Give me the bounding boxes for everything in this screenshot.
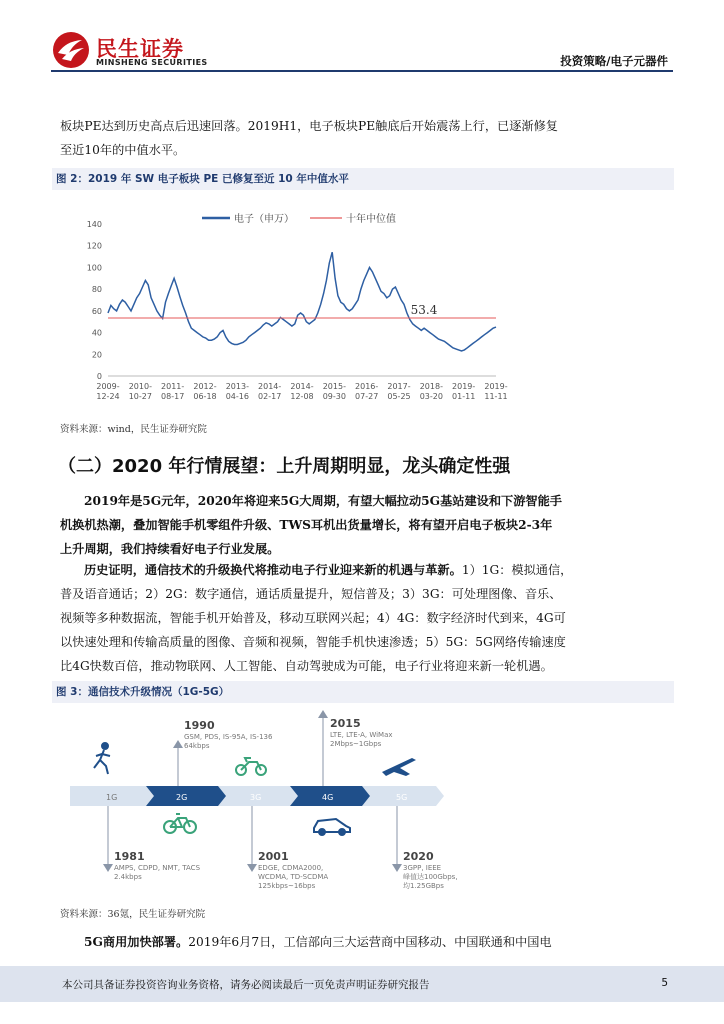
brand-logo — [52, 31, 212, 71]
legend-label-median: 十年中位值 — [346, 214, 396, 225]
y-tick-label: 0 — [96, 372, 102, 381]
header-rule — [51, 70, 673, 72]
deployment-paragraph — [60, 930, 666, 954]
x-tick-label: 05-25 — [387, 392, 411, 401]
gen-label-4g: 4G — [322, 793, 334, 802]
history-line-4: 以快速处理和传输高质量的图像、音频和视频，智能手机快速渗透；5）5G：5G网络传输速度 — [60, 635, 566, 649]
x-tick-label: 2018- — [419, 382, 443, 391]
milestone-speed-2015: 2Mbps~1Gbps — [330, 740, 382, 748]
x-tick-label: 2016- — [355, 382, 379, 391]
outlook-line-3: 上升周期，我们持续看好电子行业发展。 — [60, 542, 280, 556]
deployment-line-1 — [60, 930, 666, 954]
y-tick-label: 40 — [91, 328, 102, 338]
milestone-speed-2020-a: 峰值达100Gbps, — [403, 873, 458, 881]
bicycle-icon — [164, 814, 196, 833]
history-line-1 — [60, 558, 666, 582]
history-line-1-rest: 1）1G：模拟通信， — [461, 563, 573, 577]
gen-label-3g: 3G — [250, 793, 262, 802]
walking-person-icon — [94, 743, 110, 774]
outlook-paragraph — [60, 489, 666, 561]
pe-chart — [52, 200, 674, 415]
car-icon — [314, 819, 350, 835]
milestone-tech-2020: 3GPP, IEEE — [403, 864, 442, 872]
x-tick-label: 10-27 — [128, 392, 152, 401]
brand-name-cn: 民生证券 — [96, 37, 184, 61]
figure-3-title: 图 3：通信技术升级情况（1G-5G） — [52, 681, 674, 703]
x-tick-label: 09-30 — [322, 392, 346, 401]
intro-line-2: 至近10年的中值水平。 — [60, 143, 186, 157]
x-tick-label: 11-11 — [484, 392, 508, 401]
x-tick-label: 2019- — [484, 382, 508, 391]
outlook-line-2: 机换机热潮，叠加智能手机零组件升级、TWS耳机出货量增长，将有望开启电子板块2-3年 — [60, 518, 553, 532]
x-tick-label: 12-24 — [96, 392, 120, 401]
milestone-tech-2015: LTE, LTE-A, WiMax — [330, 731, 393, 739]
figure-2-source: 资料来源：wind，民生证券研究院 — [60, 424, 207, 435]
x-tick-label: 07-27 — [355, 392, 379, 401]
arrow-up-2015-icon — [318, 710, 328, 718]
legend-label-pe: 电子（申万） — [234, 214, 294, 225]
gen-label-2g: 2G — [176, 793, 188, 802]
milestone-tech-1990: GSM, PDS, IS-95A, IS-136 — [184, 733, 273, 741]
milestone-speed-2001: 125kbps~16bps — [258, 882, 316, 890]
x-tick-label: 03-20 — [419, 392, 443, 401]
minsheng-logo-icon — [52, 31, 90, 69]
history-line-3: 视频等多种数据流，智能手机开始普及，移动互联网兴起；4）4G：数字经济时代到来，4G可 — [60, 611, 566, 625]
x-axis — [96, 382, 507, 401]
pe-line-chart — [52, 200, 674, 415]
intro-paragraph — [60, 114, 666, 162]
airplane-icon — [382, 758, 416, 776]
deployment-rest: 2019年6月7日，工信部向三大运营商中国移动、中国联通和中国电 — [188, 935, 552, 949]
figure-2-title: 图 2：2019 年 SW 电子板块 PE 已修复至近 10 年中值水平 — [52, 168, 674, 190]
y-tick-label: 120 — [86, 241, 102, 251]
x-tick-label: 2010- — [128, 382, 152, 391]
figure-3-source: 资料来源：36氪，民生证券研究院 — [60, 909, 206, 920]
milestone-year-2001: 2001 — [258, 850, 289, 863]
x-tick-label: 2017- — [387, 382, 411, 391]
motorcycle-icon — [236, 758, 266, 775]
history-line-5: 比4G快数百倍，推动物联网、人工智能、自动驾驶成为可能，电子行业将迎来新一轮机遇。 — [60, 659, 553, 673]
milestone-year-2020: 2020 — [403, 850, 434, 863]
x-tick-label: 2009- — [96, 382, 120, 391]
x-tick-label: 04-16 — [225, 392, 249, 401]
x-tick-label: 12-08 — [290, 392, 314, 401]
x-tick-label: 02-17 — [258, 392, 282, 401]
page-number: 5 — [661, 977, 668, 989]
chart-legend — [202, 212, 396, 225]
milestone-speed-2020-b: 均1.25GBps — [403, 882, 444, 890]
report-category: 投资策略/电子元器件 — [560, 54, 668, 68]
gen-label-1g: 1G — [106, 793, 118, 802]
milestone-speed-1990: 64kbps — [184, 742, 210, 750]
generation-band — [70, 786, 444, 806]
x-tick-label: 2014- — [258, 382, 282, 391]
arrow-down-1981-icon — [103, 864, 113, 872]
milestone-year-1981: 1981 — [114, 850, 145, 863]
history-lead: 历史证明，通信技术的升级换代将推动电子行业迎来新的机遇与革新。 — [84, 563, 462, 577]
history-line-2: 普及语音通话；2）2G：数字通信，通话质量提升，短信普及；3）3G：可处理图像、音乐、 — [60, 587, 562, 601]
milestone-speed-1981: 2.4kbps — [114, 873, 142, 881]
x-tick-label: 06-18 — [193, 392, 217, 401]
x-tick-label: 08-17 — [161, 392, 185, 401]
deployment-lead: 5G商用加快部署。 — [84, 935, 189, 949]
milestone-tech-2001-b: WCDMA, TD-SCDMA — [258, 873, 329, 881]
y-axis — [87, 220, 496, 381]
arrow-down-2020-icon — [392, 864, 402, 872]
median-annotation: 53.4 — [410, 303, 438, 318]
gen-label-5g: 5G — [396, 793, 408, 802]
x-tick-label: 2011- — [161, 382, 185, 391]
history-paragraph — [60, 558, 666, 678]
y-tick-label: 140 — [86, 220, 102, 229]
x-tick-label: 2014- — [290, 382, 314, 391]
intro-line-1: 板块PE达到历史高点后迅速回落。2019H1，电子板块PE触底后开始震荡上行，已逐渐修复 — [60, 119, 558, 133]
outlook-line-1: 2019年是5G元年，2020年将迎来5G大周期，有望大幅拉动5G基站建设和下游智能手 — [84, 494, 562, 508]
arrow-up-1990-icon — [173, 740, 183, 748]
timeline-graphic — [60, 710, 660, 900]
footer-disclaimer: 本公司具备证券投资咨询业务资格，请务必阅读最后一页免责声明证券研究报告 — [62, 979, 430, 991]
x-tick-label: 2019- — [452, 382, 476, 391]
generation-timeline — [60, 710, 660, 900]
arrow-down-2001-icon — [247, 864, 257, 872]
y-tick-label: 80 — [91, 285, 102, 295]
section-heading: （二）2020 年行情展望：上升周期明显，龙头确定性强 — [58, 456, 511, 477]
x-tick-label: 2012- — [193, 382, 217, 391]
milestone-tech-1981: AMPS, CDPD, NMT, TACS — [114, 864, 201, 872]
pe-series-line — [108, 252, 496, 351]
x-tick-label: 2013- — [225, 382, 249, 391]
brand-name-en: MINSHENG SECURITIES — [96, 58, 208, 67]
milestone-tech-2001-a: EDGE, CDMA2000, — [258, 864, 324, 872]
y-tick-label: 20 — [91, 350, 102, 360]
milestone-year-1990: 1990 — [184, 719, 215, 732]
y-tick-label: 100 — [86, 263, 102, 273]
x-tick-label: 2015- — [322, 382, 346, 391]
x-tick-label: 01-11 — [452, 392, 476, 401]
milestone-year-2015: 2015 — [330, 717, 361, 730]
y-tick-label: 60 — [91, 306, 102, 316]
